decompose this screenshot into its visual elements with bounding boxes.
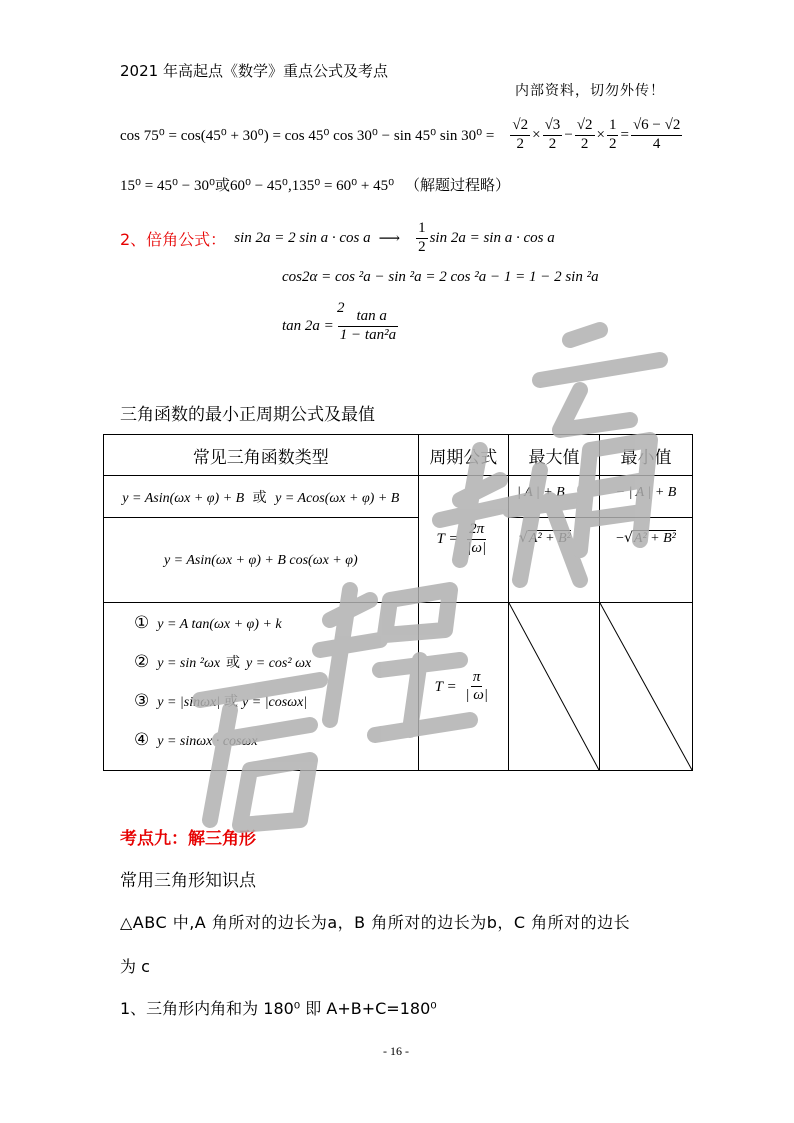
fraction: $\frac{√2}{2}$ — [576, 117, 593, 152]
fraction: $\frac{√3}{2}$ — [544, 117, 561, 152]
row3-functions — [104, 603, 419, 771]
header-min: 最小值 — [599, 435, 692, 476]
trig-period-table — [103, 434, 693, 771]
fraction: $\frac{\text{2 tan a}}{\text{1 − tan²a}}$ — [336, 300, 397, 343]
angle-sum-item: 1、三角形内角和为 180⁰ 即 A+B+C=180⁰ — [120, 999, 437, 1018]
list-item: ③ y = |sinωx| 或 y = |cosωx| — [134, 691, 308, 711]
diagonal-slash-icon — [600, 603, 692, 770]
triangle-paragraph: △ABC 中,A 角所对的边长为a，B 角所对的边长为b，C 角所对的边长 — [120, 913, 631, 932]
table-row — [104, 603, 693, 771]
document-header: 2021 年高起点《数学》重点公式及考点 — [120, 62, 388, 80]
fraction: $\frac{√6 - √2}{4}$ — [632, 117, 681, 152]
diagonal-slash-icon — [509, 603, 599, 770]
double-angle-sin: 2、倍角公式： sin 2a = 2 sin a · cos a ⟶ $\frac{1}{2}$ sin 2a = sin a · cos a — [120, 220, 555, 255]
row2-max: √A² + B² — [508, 518, 599, 603]
header-period: 周期公式 — [418, 435, 508, 476]
row12-period: T = $\frac{2\pi}{|\omega|}$ — [418, 476, 508, 603]
double-angle-label: 2、倍角公式： — [120, 229, 227, 249]
row3-min-empty — [599, 603, 692, 771]
row1-min: − | A | + B — [599, 476, 692, 518]
row1-max: | A | + B — [508, 476, 599, 518]
cos75-equation: cos 75⁰ = cos(45⁰ + 30⁰) = cos 45⁰ cos 30⁰ − sin 45⁰ sin 30⁰ = $\frac{√2}{2}$ × $\frac{√3}{2}$ − $\frac{√2}{2}$ × $\frac{1}{2}$ = $\frac{√6 - √2}{4}$ — [120, 117, 681, 152]
row3-max-empty — [508, 603, 599, 771]
row3-period: T = $\frac{\pi}{| \omega|}$ — [418, 603, 508, 771]
header-function-type: 常见三角函数类型 — [104, 435, 419, 476]
cos75-lhs: cos 75⁰ = cos(45⁰ + 30⁰) = cos 45⁰ cos 30⁰ − sin 45⁰ sin 30⁰ = — [120, 127, 495, 144]
angle-decomposition: 15⁰ = 45⁰ − 30⁰或60⁰ − 45⁰,135⁰ = 60⁰ + 45⁰ （解题过程略） — [120, 176, 510, 194]
header-max: 最大值 — [508, 435, 599, 476]
section-nine-title: 考点九：解三角形 — [120, 829, 256, 849]
row2-function: y = Asin(ωx + φ) + B cos(ωx + φ) — [104, 518, 419, 603]
page-number: - 16 - — [383, 1044, 409, 1058]
fraction: $\frac{1}{2}$ — [608, 117, 617, 152]
list-item: ① y = A tan(ωx + φ) + k — [134, 613, 282, 633]
fraction: $\frac{√2}{2}$ — [512, 117, 529, 152]
list-item: ② y = sin ²ωx 或 y = cos² ωx — [134, 652, 312, 672]
double-angle-cos: cos2α = cos ²a − sin ²a = 2 cos ²a − 1 = 1 − 2 sin ²a — [282, 269, 599, 285]
list-item: ④ y = sinωx · cosωx — [134, 730, 258, 750]
arrow-icon: ⟶ — [378, 229, 401, 247]
triangle-paragraph-cont: 为 c — [120, 957, 150, 976]
table-title: 三角函数的最小正周期公式及最值 — [120, 405, 375, 425]
confidential-note: 内部资料，切勿外传！ — [515, 83, 665, 99]
section-nine-subtitle: 常用三角形知识点 — [120, 871, 256, 891]
fraction: $\frac{1}{2}$ — [418, 220, 426, 255]
table-row — [104, 518, 693, 603]
row1-function: y = Asin(ωx + φ) + B 或 y = Acos(ωx + φ) + B — [104, 476, 419, 518]
row2-min: −√A² + B² — [599, 518, 692, 603]
double-angle-tan: tan 2a = $\frac{\text{2 tan a}}{\text{1 − tan²a}}$ — [282, 300, 397, 343]
table-header-row — [104, 435, 693, 476]
table-row — [104, 476, 693, 518]
